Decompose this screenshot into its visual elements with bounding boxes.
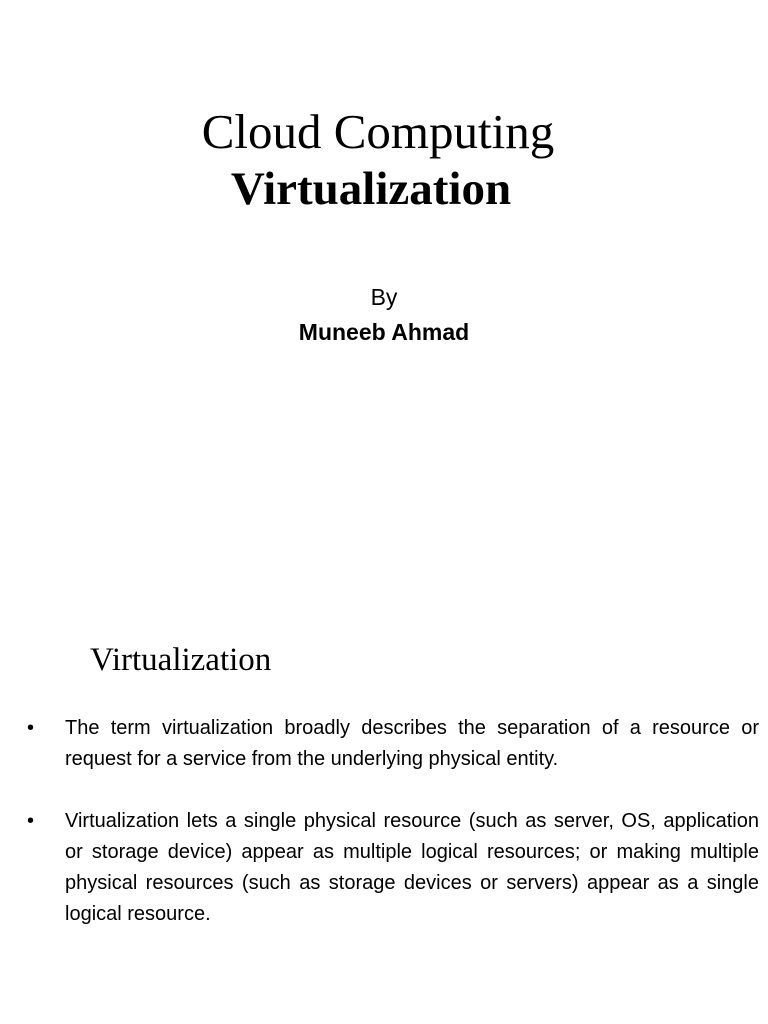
section-heading: Virtualization — [90, 642, 272, 678]
bullet-text: The term virtualization broadly describes the separation of a resource or request for a service from the underlying physical entity. — [65, 717, 759, 770]
bullet-list — [0, 713, 768, 961]
bullet-text: Virtualization lets a single physical resource (such as server, OS, application or storage device) appear as multiple logical resources; or making multiple physical resources (such as storage devices or servers) appear as a single logical resource. — [65, 810, 759, 925]
content-slide — [0, 600, 768, 1024]
list-item — [0, 713, 768, 775]
by-label: By — [370, 284, 398, 310]
list-item — [0, 806, 768, 930]
bullet-icon: • — [27, 810, 35, 832]
author-name: Muneeb Ahmad — [298, 319, 470, 345]
title-main: Cloud Computing — [201, 104, 555, 159]
title-subtitle: Virtualization — [230, 163, 512, 215]
bullet-icon: • — [27, 717, 35, 739]
